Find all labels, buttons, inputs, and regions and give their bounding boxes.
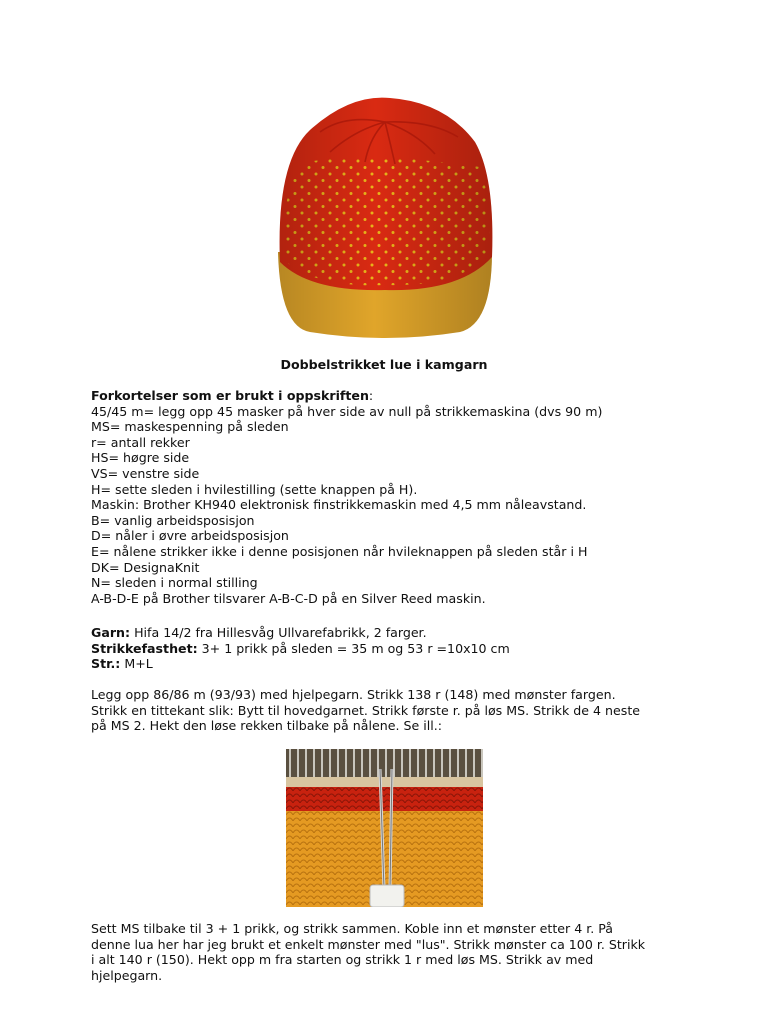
abbreviation-line: D= nåler i øvre arbeidsposisjon bbox=[91, 528, 289, 544]
abbreviation-line: H= sette sleden i hvilestilling (sette knappen på H). bbox=[91, 481, 418, 497]
yarn-label: Garn: bbox=[91, 625, 131, 640]
document-title: Dobbelstrikket lue i kamgarn bbox=[280, 357, 488, 372]
instruction-line: hjelpegarn. bbox=[91, 967, 163, 983]
yarn-value: Hifa 14/2 fra Hillesvåg Ullvarefabrikk, 2 farger. bbox=[130, 625, 427, 640]
size-line bbox=[91, 656, 691, 672]
abbreviation-line: N= sleden i normal stilling bbox=[91, 575, 258, 591]
instruction-line: denne lua her har jeg brukt et enkelt mønster med "lus". Strikk mønster ca 100 r. Strikk bbox=[91, 936, 646, 952]
instructions-part1 bbox=[91, 687, 691, 734]
gauge-value: 3+ 1 prikk på sleden = 35 m og 53 r =10x10 cm bbox=[197, 640, 510, 656]
abbreviations-heading-colon: : bbox=[368, 388, 374, 403]
abbreviations-heading: Forkortelser som er brukt i oppskriften bbox=[91, 388, 369, 403]
abbreviation-line: B= vanlig arbeidsposisjon bbox=[91, 512, 255, 528]
needle-bed bbox=[286, 749, 483, 779]
abbreviation-line: E= nålene strikker ikke i denne posisjonen når hvileknappen på sleden står i H bbox=[91, 543, 588, 559]
abbreviation-line: DK= DesignaKnit bbox=[91, 559, 200, 575]
abbreviation-line: A-B-D-E på Brother tilsvarer A-B-C-D på en Silver Reed maskin. bbox=[91, 590, 486, 606]
abbreviation-line: 45/45 m= legg opp 45 masker på hver side av null på strikkemaskina (dvs 90 m) bbox=[91, 403, 603, 419]
knitting-machine-photo bbox=[286, 749, 483, 907]
hat-photo bbox=[270, 92, 500, 342]
abbreviations-heading-line bbox=[91, 388, 691, 404]
yarn-line bbox=[91, 625, 691, 641]
instructions-part2 bbox=[91, 921, 691, 983]
instruction-line: Sett MS tilbake til 3 + 1 prikk, og strikk sammen. Koble inn et mønster etter 4 r. På bbox=[91, 921, 613, 936]
abbreviation-line: r= antall rekker bbox=[91, 434, 190, 450]
size-label: Str.: bbox=[91, 656, 121, 672]
instruction-line: Legg opp 86/86 m (93/93) med hjelpegarn. Strikk 138 r (148) med mønster fargen. bbox=[91, 687, 616, 702]
gauge-line bbox=[91, 641, 691, 657]
size-value: M+L bbox=[120, 656, 153, 672]
gauge-label: Strikkefasthet: bbox=[91, 640, 198, 656]
abbreviations-section bbox=[91, 388, 691, 606]
abbreviation-line: HS= høgre side bbox=[91, 450, 190, 466]
abbreviation-line: MS= maskespenning på sleden bbox=[91, 419, 289, 435]
red-knit-band bbox=[286, 787, 483, 811]
abbreviation-line: VS= venstre side bbox=[91, 465, 200, 481]
instruction-line: i alt 140 r (150). Hekt opp m fra starten og strikk 1 r med løs MS. Strikk av med bbox=[91, 952, 594, 968]
instruction-line: på MS 2. Hekt den løse rekken tilbake på nålene. Se ill.: bbox=[91, 718, 442, 734]
specs-section bbox=[91, 625, 691, 672]
instruction-line: Strikk en tittekant slik: Bytt til hovedgarnet. Strikk første r. på løs MS. Strikk de 4 neste bbox=[91, 702, 641, 718]
abbreviation-line: Maskin: Brother KH940 elektronisk finstrikkemaskin med 4,5 mm nåleavstand. bbox=[91, 497, 587, 513]
